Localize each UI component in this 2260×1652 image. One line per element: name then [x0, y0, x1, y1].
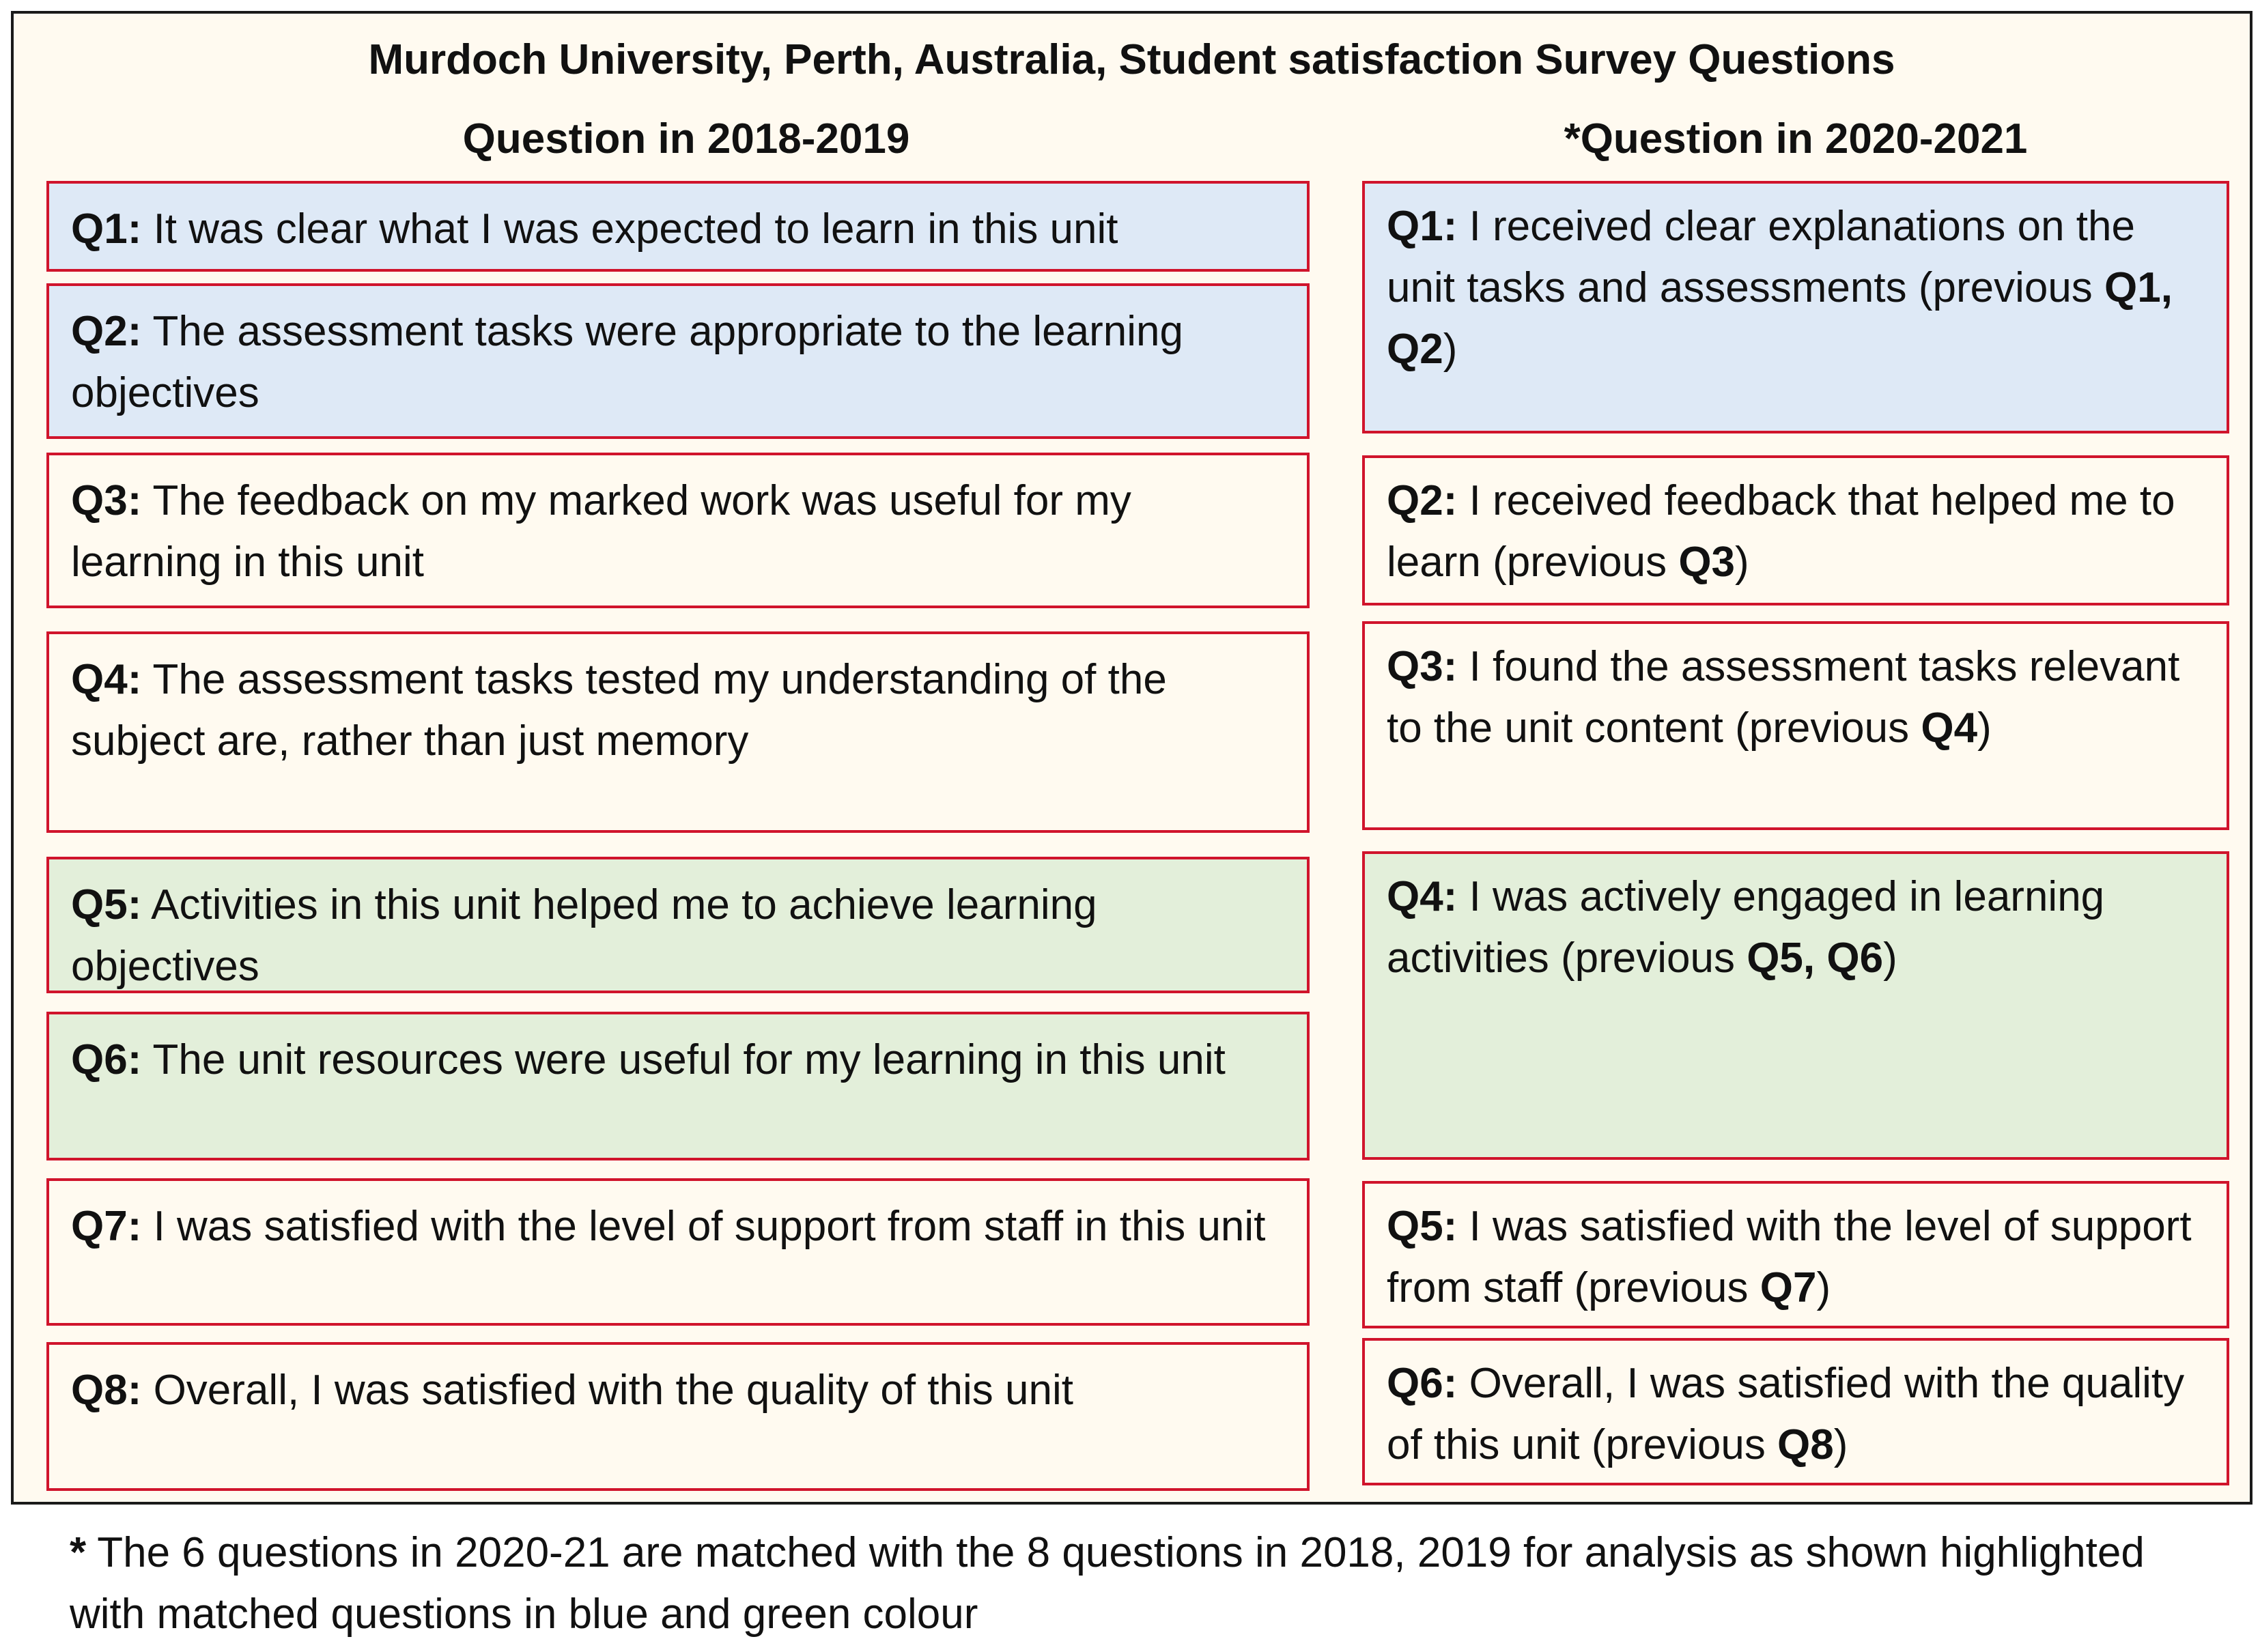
closing-paren: ): [1833, 1421, 1848, 1468]
question-id: Q1:: [71, 205, 142, 253]
right-question-box-q1: [1362, 181, 2229, 433]
footnote-text: The 6 questions in 2020-21 are matched with the 8 questions in 2018, 2019 for analysis as shown highlighted with matched questions in blue and green colour: [70, 1529, 2145, 1638]
question-text: The feedback on my marked work was useful for my learning in this unit: [71, 477, 1131, 586]
question-id: Q4:: [71, 656, 142, 703]
question-id: Q4:: [1387, 873, 1458, 920]
question-id: Q7:: [71, 1203, 142, 1250]
footnote: [70, 1522, 2186, 1645]
question-text: I received feedback that helped me to learn (previous: [1387, 477, 2175, 586]
question-text: It was clear what I was expected to learn in this unit: [141, 205, 1118, 253]
previous-questions: Q4: [1921, 704, 1978, 752]
right-column-header: *Question in 2020-2021: [1564, 115, 2028, 162]
previous-questions: Q5, Q6: [1747, 935, 1884, 982]
previous-questions: Q7: [1760, 1264, 1817, 1311]
left-question-box-q6: [46, 1012, 1310, 1160]
question-id: Q8:: [71, 1367, 142, 1414]
left-question-box-q4: [46, 631, 1310, 833]
closing-paren: ): [1977, 704, 1992, 752]
previous-questions: Q1, Q2: [1387, 264, 2173, 373]
previous-questions: Q8: [1777, 1421, 1834, 1468]
closing-paren: ): [1443, 326, 1458, 373]
left-question-box-q2: [46, 283, 1310, 439]
question-text: I was satisfied with the level of support from staff (previous: [1387, 1203, 2192, 1311]
left-question-box-q5: [46, 857, 1310, 993]
right-question-box-q3: [1362, 621, 2229, 830]
previous-questions: Q3: [1678, 539, 1736, 586]
right-question-box-q6: [1362, 1338, 2229, 1485]
diagram-title: Murdoch University, Perth, Australia, Student satisfaction Survey Questions: [368, 36, 1895, 83]
question-text: Overall, I was satisfied with the quality of this unit (previous: [1387, 1360, 2185, 1468]
right-question-box-q2: [1362, 455, 2229, 606]
left-question-box-q1: [46, 181, 1310, 272]
right-question-box-q5: [1362, 1181, 2229, 1328]
question-text: The assessment tasks were appropriate to the learning objectives: [71, 308, 1183, 416]
left-question-box-q7: [46, 1178, 1310, 1326]
question-id: Q5:: [1387, 1203, 1458, 1250]
question-text: I found the assessment tasks relevant to the unit content (previous: [1387, 643, 2180, 752]
question-id: Q2:: [1387, 477, 1458, 524]
closing-paren: ): [1816, 1264, 1831, 1311]
question-text: I received clear explanations on the unit tasks and assessments (previous: [1387, 203, 2135, 311]
question-id: Q3:: [1387, 643, 1458, 690]
question-text: I was actively engaged in learning activities (previous: [1387, 873, 2105, 982]
left-column-header: Question in 2018-2019: [462, 115, 910, 162]
question-id: Q6:: [1387, 1360, 1458, 1407]
question-text: The assessment tasks tested my understanding of the subject are, rather than just memory: [71, 656, 1167, 765]
question-text: I was satisfied with the level of support from staff in this unit: [141, 1203, 1266, 1250]
question-text: Activities in this unit helped me to achieve learning objectives: [71, 881, 1097, 990]
question-id: Q2:: [71, 308, 142, 355]
question-text: The unit resources were useful for my learning in this unit: [141, 1036, 1226, 1083]
question-text: Overall, I was satisfied with the quality of this unit: [141, 1367, 1073, 1414]
footnote-marker: *: [70, 1529, 87, 1576]
question-id: Q1:: [1387, 203, 1458, 250]
closing-paren: ): [1883, 935, 1897, 982]
left-question-box-q3: [46, 453, 1310, 608]
question-id: Q5:: [71, 881, 142, 928]
question-id: Q3:: [71, 477, 142, 524]
right-question-box-q4: [1362, 851, 2229, 1160]
closing-paren: ): [1735, 539, 1749, 586]
question-id: Q6:: [71, 1036, 142, 1083]
survey-panel: [11, 11, 2252, 1505]
left-question-box-q8: [46, 1342, 1310, 1491]
